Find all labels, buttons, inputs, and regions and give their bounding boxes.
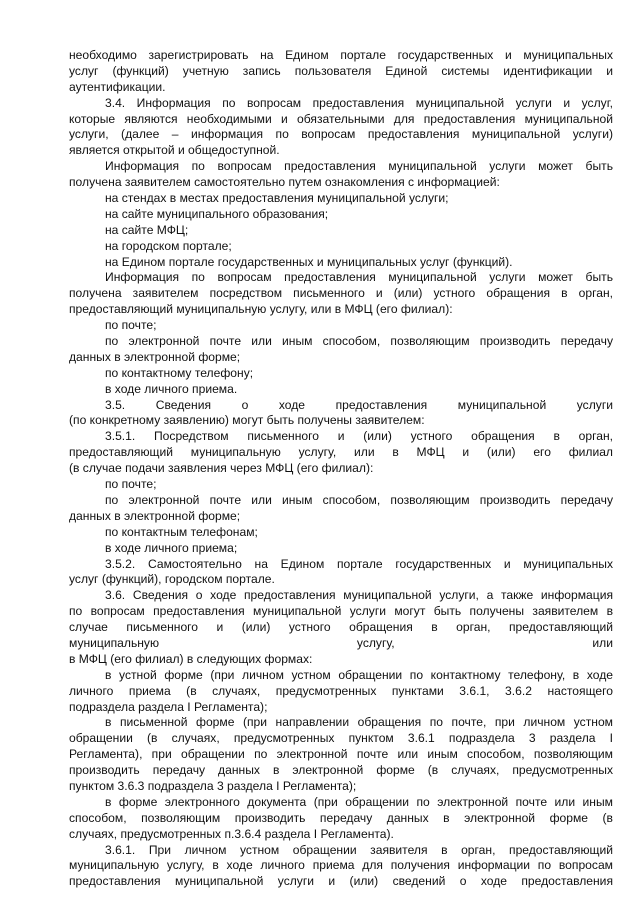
text-line: на сайте муниципального образования; [105,206,329,221]
text-line: на сайте МФЦ; [105,222,189,237]
text-line: предоставляющий муниципальную услугу, или в МФЦ и (или) его филиал [69,445,613,460]
text-line: пунктом 3.6.3 подраздела 3 раздела I Регламента); [69,778,357,793]
text-line: которые являются необходимыми и обязательными для предоставления муниципальной [69,111,613,126]
text-line: на стендах в местах предоставления муниципальной услуги; [105,191,449,206]
text-line: Информация по вопросам предоставления муниципальной услуги может быть [105,270,613,285]
text-line: 3.4. Информация по вопросам предоставления муниципальной услуги и услуг, [105,95,613,110]
text-line: данных в электронной форме; [69,508,241,523]
text-line: по почте; [105,477,157,492]
text-line: (по конкретному заявлению) могут быть получены заявителем: [69,413,425,428]
text-line: по почте; [105,318,157,333]
text-line: по электронной почте или иным способом, позволяющим производить передачу [105,334,613,349]
text-line: способом, позволяющим производить передачу данных в электронной форме (в [69,810,613,825]
text-line: Информация по вопросам предоставления муниципальной услуги может быть [105,159,613,174]
text-line: на Едином портале государственных и муниципальных услуг (функций). [105,254,513,269]
text-line: в ходе личного приема. [105,381,238,396]
text-line: по контактному телефону; [105,365,254,380]
text-line: в ходе личного приема; [105,540,238,555]
text-line: производить передачу данных в электронной форме (в случаях, предусмотренных [69,763,613,778]
document-page [69,48,613,890]
text-line: личного приема (в случаях, предусмотренных пунктами 3.6.1, 3.6.2 настоящего [69,683,613,698]
text-line: 3.5.2. Самостоятельно на Едином портале государственных и муниципальных [105,556,613,571]
text-line: услуг (функций), городском портале. [69,572,275,587]
text-line: данных в электронной форме; [69,349,241,364]
text-line: в форме электронного документа (при обращении по электронной почте или иным [105,794,613,809]
text-line: по контактным телефонам; [105,524,258,539]
text-line: аутентификации. [69,79,166,94]
text-line: 3.6.1. При личном устном обращении заявителя в орган, предоставляющий [105,842,613,857]
text-line: в МФЦ (его филиал) в следующих формах: [69,651,313,666]
text-line: 3.5. Сведения о ходе предоставления муниципальной услуги [105,397,613,412]
text-line: 3.5.1. Посредством письменного и (или) устного обращения в орган, [105,429,613,444]
text-line: случаях, предусмотренных п.3.6.4 раздела I Регламента). [69,826,394,841]
text-line: получена заявителем самостоятельно путем ознакомления с информацией: [69,175,500,190]
text-line: услуг (функций) учетную запись пользователя Единой системы идентификации и [69,63,613,78]
text-line: необходимо зарегистрировать на Едином портале государственных и муниципальных [69,48,613,62]
text-line: муниципальную услугу, или [69,635,613,650]
text-line: Регламента), при обращении по электронной почте или иным способом, позволяющим [69,747,613,762]
text-line: в устной форме (при личном устном обращении по контактному телефону, в ходе [105,667,613,682]
text-line: подраздела раздела I Регламента); [69,699,268,714]
text-line: 3.6. Сведения о ходе предоставления муниципальной услуги, а также информация [105,588,613,603]
text-line: по электронной почте или иным способом, позволяющим производить передачу [105,492,613,507]
text-line: (в случае подачи заявления через МФЦ (его филиал): [69,461,374,476]
text-line: муниципальную услугу, в ходе личного приема для получения информации по вопросам [69,858,613,873]
text-line: получена заявителем посредством письменного и (или) устного обращения в орган, [69,286,613,301]
text-line: обращении (в случаях, предусмотренных пунктом 3.6.1 подраздела 3 раздела I [69,731,613,746]
text-line: случае письменного и (или) устного обращения в орган, предоставляющий [69,620,613,635]
text-line: предоставляющий муниципальную услугу, или в МФЦ (его филиал): [69,302,453,317]
text-line: услуги, (далее – информация по вопросам предоставления муниципальной услуги) [69,127,613,142]
text-line: в письменной форме (при направлении обращения по почте, при личном устном [105,715,613,730]
text-line: предоставления муниципальной услуги и (или) сведений о ходе предоставления [69,874,613,889]
text-line: на городском портале; [105,238,232,253]
text-line: является открытой и общедоступной. [69,143,280,158]
text-line: по вопросам предоставления муниципальной услуги могут быть получены заявителем в [69,604,613,619]
